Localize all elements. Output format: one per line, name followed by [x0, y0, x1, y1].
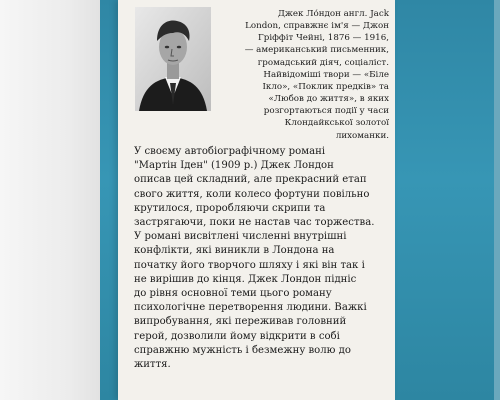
- body-line: У своєму автобіографічному романі: [134, 146, 326, 157]
- body-line: описав цей складний, але прекрасний етап: [134, 174, 367, 186]
- bio-line: розгортаються події у часи: [263, 106, 389, 117]
- bio-line: громадський діяч, соціаліст.: [257, 57, 389, 68]
- author-portrait: [135, 7, 211, 111]
- body-line: застрягаючи, поки не настав час торжества.: [134, 217, 375, 229]
- body-line: "Мартін Іден" (1909 р.) Джек Лондон: [134, 160, 334, 172]
- bio-line: лихоманки.: [335, 130, 389, 141]
- body-line: до рівня основної теми цього роману: [134, 288, 332, 300]
- bio-line: London, справжнє ім'я — Джон: [245, 21, 389, 32]
- body-line: початку його творчого шляху і які він так і: [134, 259, 365, 271]
- bio-line: «Любов до життя», в яких: [268, 94, 389, 105]
- body-line: життя.: [134, 359, 171, 371]
- body-line: психологічне перетворення людини. Важкі: [134, 302, 367, 314]
- author-bio: [217, 8, 389, 142]
- bio-line: Найвідоміші твори — «Біле: [263, 69, 389, 80]
- body-line: герой, дозволили йому відкрити в собі: [134, 330, 340, 342]
- bio-line: Джек Ло́ндон англ. Jack: [277, 9, 389, 19]
- body-line: конфлікти, які виникли в Лондона на: [134, 245, 335, 257]
- portrait-image: [135, 7, 211, 111]
- info-card: [118, 0, 395, 400]
- bio-line: Клондайкської золотої: [284, 118, 389, 129]
- body-line: не вирішив до кінця. Джек Лондон підніс: [134, 273, 357, 285]
- bio-line: — американський письменник,: [244, 45, 389, 56]
- left-margin-strip: [0, 0, 100, 400]
- backdrop-edge-stripe: [494, 0, 500, 400]
- body-line: У романі висвітлені численні внутрішні: [134, 231, 347, 243]
- body-line: свого життя, коли колесо фортуни повільно: [134, 188, 370, 200]
- novel-description: [134, 145, 389, 372]
- body-line: випробування, які переживав головний: [134, 316, 347, 328]
- body-line: справжню мужність і безмежну волю до: [134, 344, 351, 356]
- body-line: крутилося, проробляючи скрипи та: [134, 202, 326, 214]
- bio-line: Ікло», «Поклик предків» та: [262, 81, 389, 92]
- bio-line: Гріффіт Чейні, 1876 — 1916,: [258, 33, 389, 44]
